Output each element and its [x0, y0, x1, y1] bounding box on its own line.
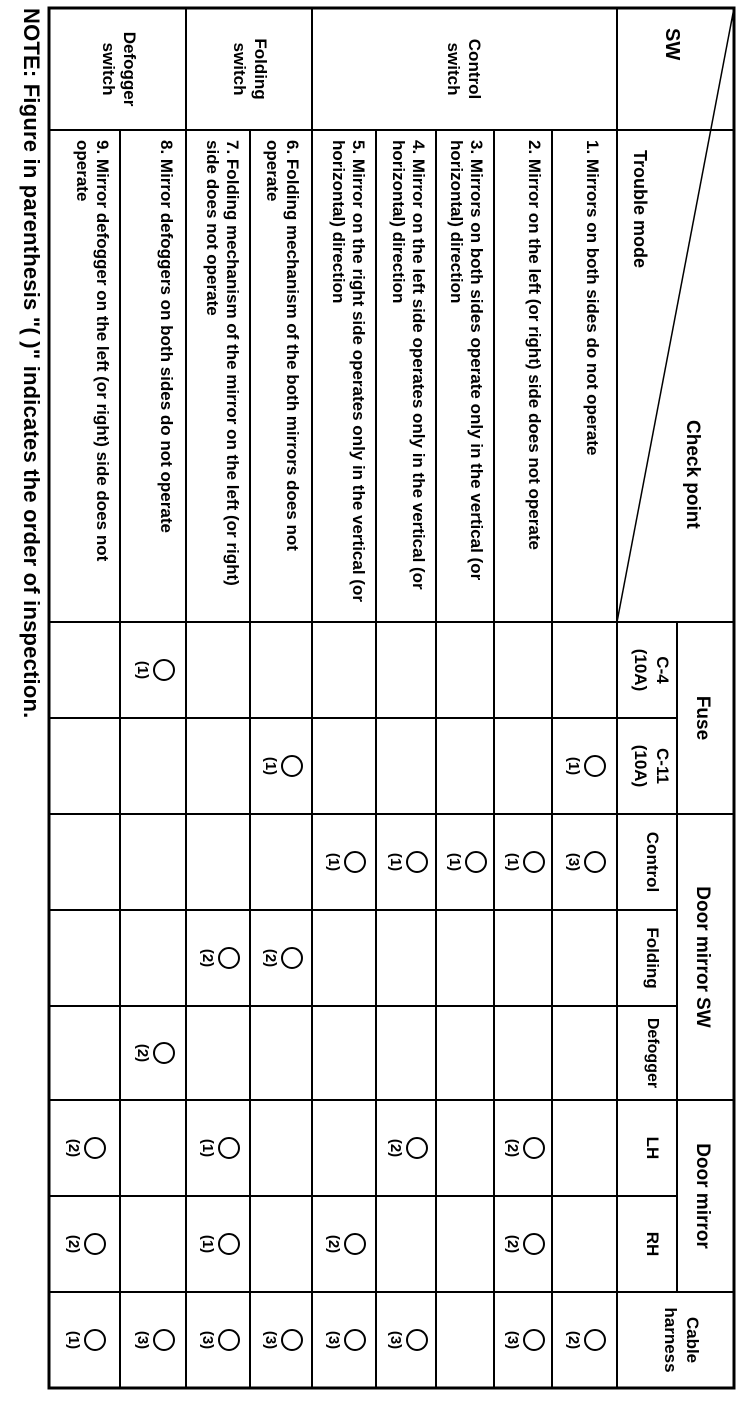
mode-number: 3.	[467, 140, 486, 155]
mode-text: Folding mechanism of the both mirrors does not operate	[263, 140, 302, 551]
inspection-order: (2)	[504, 1234, 521, 1254]
rh-header: RH	[643, 1231, 662, 1257]
inspection-order: (2)	[504, 1138, 521, 1158]
circle-mark-icon	[406, 851, 428, 873]
inspection-mark	[325, 842, 366, 882]
control-header: Control	[643, 831, 662, 893]
circle-mark-icon	[406, 1137, 428, 1159]
inspection-mark	[199, 1320, 240, 1360]
fuse-c11-label: C-11	[653, 748, 672, 784]
mode-text: Mirror on the left side operates only in the vertical (or horizontal) direction	[389, 140, 428, 590]
trouble-mode-row	[72, 140, 112, 580]
mode-number: 2.	[525, 140, 544, 155]
circle-mark-icon	[281, 947, 303, 969]
harness-header: harness	[661, 1307, 680, 1373]
inspection-mark	[262, 938, 303, 978]
inspection-order: (3)	[504, 1330, 521, 1350]
circle-mark-icon	[281, 1329, 303, 1351]
group-control-switch-line2: switch	[444, 42, 463, 96]
group-defogger-switch-line1: Defogger	[120, 31, 139, 107]
inspection-mark	[387, 1320, 428, 1360]
inspection-order: (3)	[387, 1330, 404, 1350]
inspection-mark	[199, 1224, 240, 1264]
inspection-order: (1)	[504, 852, 521, 872]
circle-mark-icon	[585, 755, 607, 777]
inspection-order: (1)	[565, 756, 583, 776]
circle-mark-icon	[344, 1233, 366, 1255]
inspection-mark	[504, 1128, 545, 1168]
check-point-header: Check point	[682, 420, 703, 529]
defogger-header: Defogger	[644, 1017, 661, 1089]
inspection-mark	[387, 1128, 428, 1168]
circle-mark-icon	[85, 1233, 107, 1255]
inspection-mark	[134, 1033, 175, 1073]
circle-mark-icon	[523, 851, 545, 873]
inspection-mark	[66, 1320, 107, 1360]
mode-number: 5.	[349, 140, 368, 155]
inspection-order: (1)	[134, 660, 151, 680]
inspection-mark	[504, 842, 545, 882]
inspection-order: (2)	[387, 1138, 404, 1158]
fuse-c4-rating: (10A)	[631, 648, 650, 692]
trouble-mode-header: Trouble mode	[630, 150, 650, 269]
lh-header: LH	[643, 1136, 662, 1160]
inspection-mark	[262, 746, 303, 786]
cable-header: Cable	[683, 1316, 702, 1364]
mode-number: 8.	[157, 140, 176, 155]
inspection-order: (2)	[65, 1234, 83, 1254]
inspection-order: (3)	[565, 852, 583, 872]
trouble-mode-row	[202, 140, 242, 612]
inspection-order: (2)	[325, 1234, 342, 1254]
mode-text: Mirrors on both sides operate only in the vertical (or horizontal) direction	[447, 140, 486, 581]
fuse-c4-label: C-4	[653, 656, 672, 684]
circle-mark-icon	[344, 851, 366, 873]
mode-number: 9.	[93, 140, 112, 155]
circle-mark-icon	[85, 1329, 107, 1351]
inspection-mark	[504, 1224, 545, 1264]
door-mirror-sw-header: Door mirror SW	[692, 886, 713, 1028]
note-text: Figure in parenthesis "( )" indicates the order of inspection.	[19, 83, 44, 719]
trouble-mode-row	[582, 140, 602, 610]
inspection-mark	[566, 746, 607, 786]
circle-mark-icon	[153, 1329, 175, 1351]
trouble-mode-row	[524, 140, 544, 580]
inspection-mark	[446, 842, 487, 882]
mode-number: 4.	[409, 140, 428, 155]
fuse-header: Fuse	[692, 695, 713, 741]
inspection-order: (2)	[565, 1330, 583, 1350]
circle-mark-icon	[523, 1137, 545, 1159]
mode-number: 1.	[583, 140, 602, 155]
circle-mark-icon	[218, 1329, 240, 1351]
trouble-mode-row	[156, 140, 176, 580]
inspection-mark	[566, 842, 607, 882]
note-line	[18, 8, 44, 718]
inspection-order: (1)	[325, 852, 342, 872]
inspection-mark	[325, 1224, 366, 1264]
inspection-order: (2)	[134, 1043, 151, 1063]
inspection-mark	[134, 1320, 175, 1360]
mode-text: Mirror defoggers on both sides do not operate	[157, 158, 176, 533]
mode-text: Mirror defogger on the left (or right) side does not operate	[73, 140, 112, 562]
inspection-mark	[387, 842, 428, 882]
inspection-order: (1)	[387, 852, 404, 872]
inspection-order: (1)	[199, 1138, 216, 1158]
door-mirror-header: Door mirror	[692, 1143, 713, 1249]
inspection-mark	[199, 1128, 240, 1168]
circle-mark-icon	[523, 1329, 545, 1351]
trouble-mode-row	[328, 140, 368, 612]
circle-mark-icon	[218, 1137, 240, 1159]
circle-mark-icon	[85, 1137, 107, 1159]
inspection-order: (3)	[134, 1330, 151, 1350]
inspection-order: (2)	[65, 1138, 83, 1158]
group-folding-switch-line1: Folding	[251, 38, 270, 100]
inspection-mark	[66, 1224, 107, 1264]
inspection-order: (3)	[262, 1330, 279, 1350]
trouble-mode-row	[388, 140, 428, 612]
circle-mark-icon	[344, 1329, 366, 1351]
inspection-mark	[566, 1320, 607, 1360]
circle-mark-icon	[465, 851, 487, 873]
note-label: NOTE:	[19, 8, 44, 78]
circle-mark-icon	[218, 947, 240, 969]
inspection-mark	[66, 1128, 107, 1168]
mode-text: Folding mechanism of the mirror on the left (or right) side does not operate	[203, 140, 242, 586]
inspection-order: (1)	[65, 1330, 83, 1350]
inspection-order: (3)	[325, 1330, 342, 1350]
group-control-switch-line1: Control	[465, 38, 484, 100]
group-folding-switch-line2: switch	[230, 42, 249, 96]
trouble-mode-row	[262, 140, 302, 580]
circle-mark-icon	[406, 1329, 428, 1351]
inspection-order: (2)	[199, 948, 216, 968]
circle-mark-icon	[153, 659, 175, 681]
circle-mark-icon	[153, 1042, 175, 1064]
inspection-order: (1)	[262, 756, 279, 776]
sw-header: SW	[661, 28, 683, 61]
circle-mark-icon	[218, 1233, 240, 1255]
folding-header: Folding	[643, 927, 662, 989]
inspection-order: (3)	[199, 1330, 216, 1350]
mode-text: Mirror on the left (or right) side does not operate	[525, 158, 544, 550]
group-defogger-switch-line2: switch	[99, 42, 118, 96]
mode-text: Mirror on the right side operates only in the vertical (or horizontal) direction	[329, 140, 368, 602]
circle-mark-icon	[585, 851, 607, 873]
inspection-order: (2)	[262, 948, 279, 968]
inspection-order: (1)	[446, 852, 463, 872]
circle-mark-icon	[585, 1329, 607, 1351]
mode-number: 6.	[283, 140, 302, 155]
trouble-mode-row	[446, 140, 486, 612]
inspection-mark	[262, 1320, 303, 1360]
inspection-order: (1)	[199, 1234, 216, 1254]
fuse-c11-rating: (10A)	[631, 744, 650, 788]
mode-text: Mirrors on both sides do not operate	[583, 158, 602, 456]
inspection-mark	[134, 650, 175, 690]
inspection-mark	[325, 1320, 366, 1360]
inspection-mark	[199, 938, 240, 978]
circle-mark-icon	[523, 1233, 545, 1255]
inspection-mark	[504, 1320, 545, 1360]
mode-number: 7.	[223, 140, 242, 155]
circle-mark-icon	[281, 755, 303, 777]
